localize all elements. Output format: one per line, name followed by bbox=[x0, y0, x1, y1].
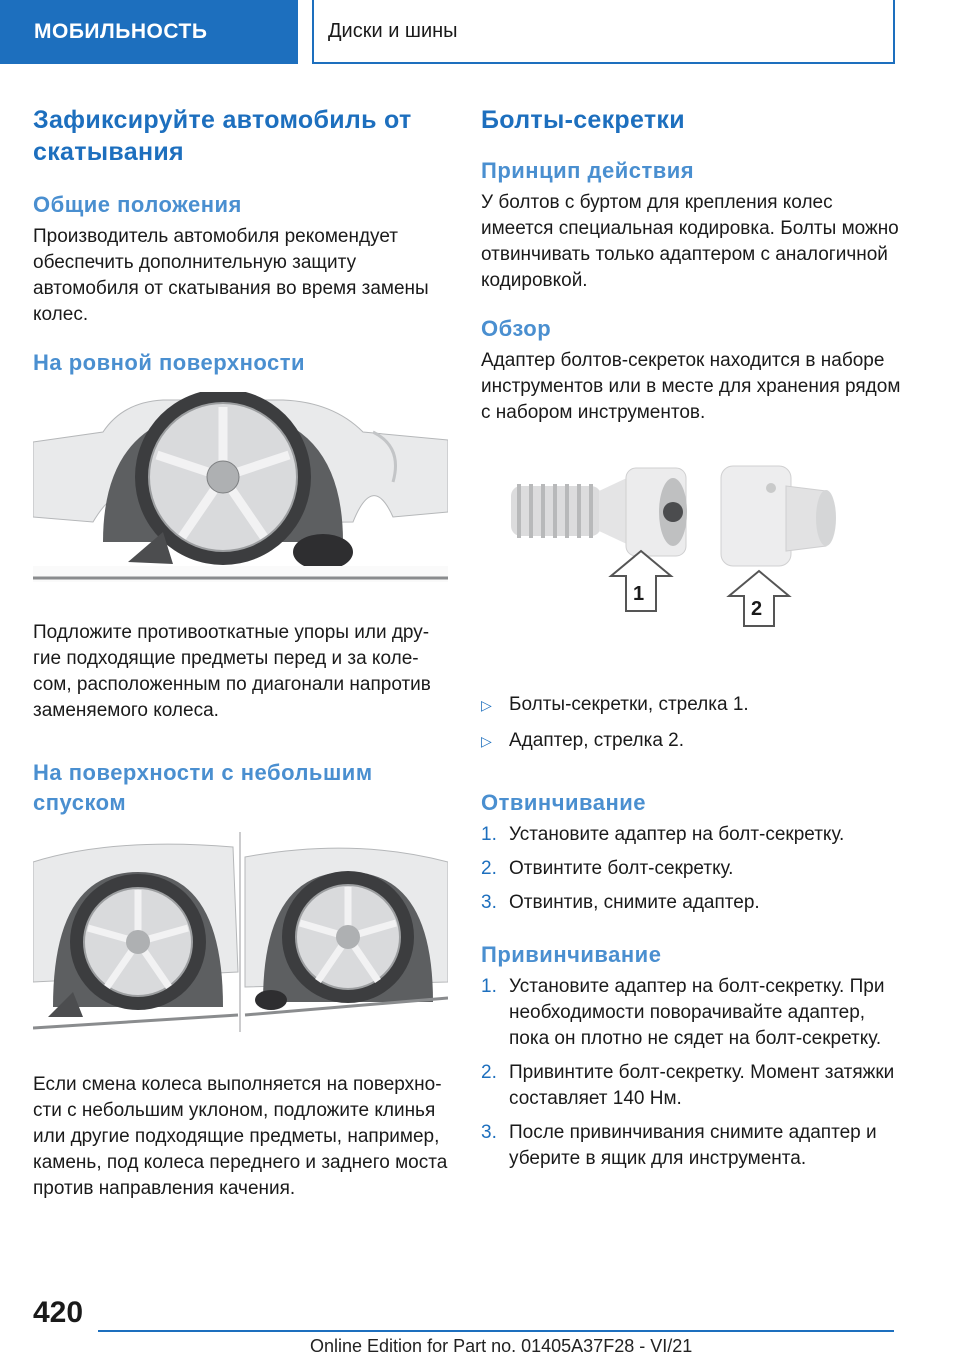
page-title: Зафиксируйте автомобиль от скатывания bbox=[33, 106, 412, 166]
list-item bbox=[481, 1060, 901, 1112]
bullet-text: Адаптер, стрелка 2. bbox=[509, 730, 685, 751]
right-column bbox=[481, 104, 901, 1172]
overview-text: Адаптер болтов-секреток находится в наборе инструментов или в месте для хранения рядом с набором инструментов. bbox=[481, 350, 901, 423]
chapter-title: Диски и шины bbox=[312, 0, 895, 64]
page-number: 420 bbox=[33, 1296, 84, 1329]
step-number: 1. bbox=[481, 976, 497, 997]
step-text: Привинтите болт-секретку. Момент затяжки составляет 140 Нм. bbox=[509, 1062, 895, 1109]
list-item bbox=[481, 728, 901, 754]
callout-2: 2 bbox=[751, 598, 763, 620]
bullet-triangle-icon: ▷ bbox=[481, 733, 492, 749]
section-tab: МОБИЛЬНОСТЬ bbox=[0, 0, 298, 64]
list-item bbox=[481, 974, 901, 1052]
step-number: 3. bbox=[481, 892, 497, 913]
bullet-triangle-icon: ▷ bbox=[481, 697, 492, 713]
heading-slope-surface: На поверхности с небольшим спуском bbox=[33, 760, 373, 815]
callout-1: 1 bbox=[633, 583, 645, 605]
slope-surface-text: Если смена колеса выполняется на поверхности с небольшим уклоном, подложите клинья или другие подходящие предметы, например, камень, под колеса переднего и заднего моста против направления качения. bbox=[33, 1074, 448, 1199]
heading-flat-surface: На ровной поверхности bbox=[33, 350, 306, 375]
step-number: 1. bbox=[481, 824, 497, 845]
section-title-locking-bolts: Болты-секретки bbox=[481, 106, 685, 134]
slope-wheels-image bbox=[33, 832, 448, 1032]
left-column bbox=[33, 104, 448, 1202]
footer-edition: Online Edition for Part no. 01405A37F28 - VI/21 bbox=[310, 1336, 693, 1356]
step-number: 2. bbox=[481, 858, 497, 879]
flat-surface-text: Подложите противооткатные упоры или другие подходящие предметы перед и за колесом, расположенным по диагонали напротив заменяемого колеса. bbox=[33, 622, 431, 721]
step-text: Отвинтив, снимите адаптер. bbox=[509, 892, 760, 913]
bolt-parts-list bbox=[481, 692, 901, 754]
list-item bbox=[481, 822, 901, 848]
step-number: 3. bbox=[481, 1122, 497, 1143]
bolt-adapter-image bbox=[481, 446, 896, 646]
heading-general: Общие положения bbox=[33, 192, 242, 217]
step-text: Установите адаптер на болт-секретку. При необходимости поворачивайте адаптер, пока он плотно не сядет на болт-секретку. bbox=[509, 976, 885, 1049]
step-number: 2. bbox=[481, 1062, 497, 1083]
flat-surface-wheel-image bbox=[33, 392, 448, 582]
heading-principle: Принцип действия bbox=[481, 158, 695, 183]
heading-screw-in: Привинчивание bbox=[481, 942, 662, 967]
step-text: После привинчивания снимите адаптер и уберите в ящик для инструмента. bbox=[509, 1122, 877, 1169]
screw-in-steps bbox=[481, 974, 901, 1172]
bullet-text: Болты-секретки, стрелка 1. bbox=[509, 694, 749, 715]
principle-text: У болтов с буртом для крепления колес имеется специальная кодировка. Болты можно отвинчивать только адаптером с аналогичной кодировкой. bbox=[481, 192, 899, 291]
heading-unscrew: Отвинчивание bbox=[481, 790, 647, 815]
step-text: Установите адаптер на болт-секретку. bbox=[509, 824, 845, 845]
list-item bbox=[481, 692, 901, 718]
general-text: Производитель автомобиля рекомендует обеспечить дополнительную защиту автомобиля от скатывания во время замены колес. bbox=[33, 226, 429, 325]
list-item bbox=[481, 890, 901, 916]
footer-divider bbox=[98, 1330, 894, 1332]
unscrew-steps bbox=[481, 822, 901, 916]
heading-overview: Обзор bbox=[481, 316, 552, 341]
list-item bbox=[481, 856, 901, 882]
list-item bbox=[481, 1120, 901, 1172]
step-text: Отвинтите болт-секретку. bbox=[509, 858, 734, 879]
